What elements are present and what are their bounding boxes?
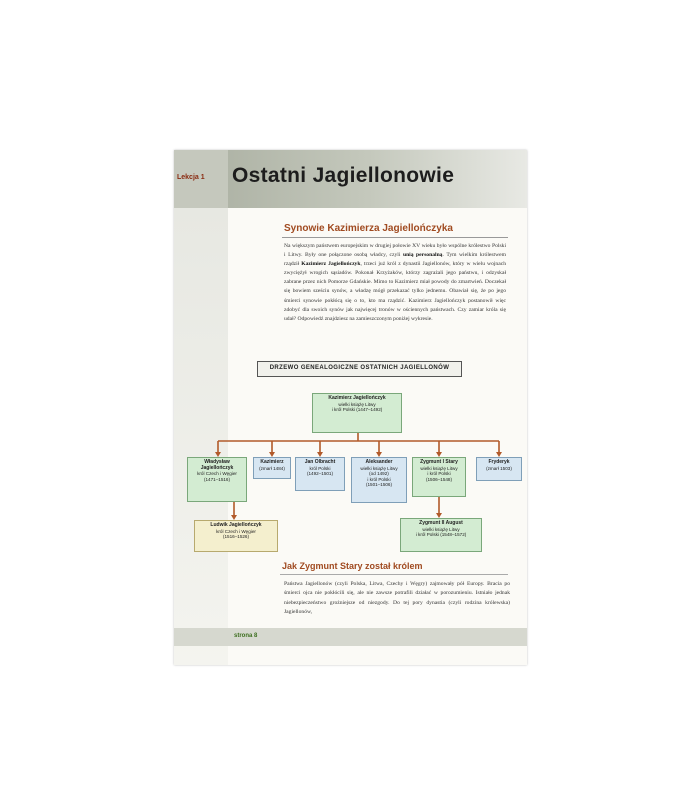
tree-node-ludwik — [194, 520, 278, 552]
body-text-part: , trzeci już król z dynastii Jagiellonów, który w wielu wojnach zwyciężył wrogich sąsiadów. Pokonał Krzyżaków, którzy zagrażali jego państwu, i odzyskał zabrane przez nich Pomorze Gdańskie. Mimo to Kazimierz miał powody do zmartwień. Doczekał się bowiem sześciu synów, a władzę mógł przekazać tylko jednemu. Obawiał się, że po jego śmierci synowie pokłócą się o to, kto ma rządzić. Kazimierz Jagiellończyk postanowił więc zdobyć dla swoich synów jak najwięcej tronów w ościennych państwach. Czy zamiar króla się udał? Odpowiedź znajdziesz na zamieszczonym poniżej wykresie. — [284, 261, 506, 322]
tree-node-kazimierz-jagiellonczyk — [312, 393, 402, 433]
lesson-label: Lekcja 1 — [177, 174, 205, 181]
node-name: Kazimierz — [260, 459, 284, 465]
section-heading-1: Synowie Kazimierza Jagiellończyka — [284, 223, 453, 234]
node-detail: wielki książę Litwy — [420, 465, 458, 471]
tree-node-zygmunt-stary — [412, 457, 466, 497]
node-name: Władysław Jagiellończyk — [200, 459, 234, 471]
node-detail: król Polski — [309, 465, 331, 471]
node-detail: król Czech i Węgier — [197, 471, 237, 477]
body-text-part: Na większym państwem europejskim w drugiej połowie XV wieku było wspólne królestwo Polski i Litwy. Były one połączone osobą władcy, czyli — [284, 243, 506, 259]
node-detail: (1492–1501) — [306, 471, 334, 477]
node-detail: (1516–1526) — [222, 534, 250, 540]
node-detail: wielki książę Litwy — [360, 465, 398, 471]
body-text-part: . Tym wielkim królestwem rządził — [284, 252, 506, 268]
heading-rule — [280, 574, 508, 575]
node-detail: (1506–1548) — [425, 476, 453, 482]
tree-title: DRZEWO GENEALOGICZNE OSTATNICH JAGIELLONÓW — [269, 365, 450, 371]
bold-term-union: unią personalną — [402, 252, 443, 259]
node-detail: wielki książę Litwy — [338, 401, 376, 407]
node-name: Fryderyk — [488, 459, 510, 465]
tree-node-zygmunt-august — [400, 518, 482, 552]
section-body-2: Państwa Jagiellonów (czyli Polska, Litwa, Czechy i Węgry) zajmowały pół Europy. Bracia po śmierci ojca nie pokłócili się, ale nie zawsze potrafili działać w porozumieniu. Istniało jednak niebezpieczeństwo grożniejsze od niezgody. Do tej pory dynastia (czyli rodzina królewska) Jagiellonów, — [284, 581, 510, 615]
node-detail: wielki książę Litwy — [422, 526, 460, 532]
node-detail: (zmarł 1484) — [259, 465, 285, 471]
node-detail: król Czech i Węgier — [216, 528, 256, 534]
page-number: strona 8 — [234, 633, 258, 639]
node-detail: i król Polski (1548–1572) — [415, 532, 467, 538]
node-name: Kazimierz Jagiellończyk — [328, 395, 386, 401]
node-name: Jan Olbracht — [304, 459, 336, 465]
tree-node-kazimierz — [253, 457, 291, 479]
node-detail: i król Polski (1447–1492) — [331, 407, 383, 413]
node-detail: (od 1492) — [369, 471, 389, 477]
page-title: Ostatni Jagiellonowie — [232, 164, 455, 187]
node-name: Aleksander — [365, 459, 393, 465]
textbook-page — [174, 150, 527, 665]
node-name: Zygmunt I Stary — [420, 459, 458, 465]
node-detail: i król Polski — [427, 471, 451, 477]
node-detail: (1471–1516) — [203, 476, 231, 482]
tree-node-aleksander — [351, 457, 407, 503]
tree-node-fryderyk — [476, 457, 522, 481]
node-detail: i król Polski — [367, 476, 391, 482]
node-name: Zygmunt II August — [419, 520, 463, 526]
node-name: Ludwik Jagiellończyk — [210, 522, 262, 528]
section-heading-2: Jak Zygmunt Stary został królem — [282, 561, 423, 571]
footer-strip — [174, 628, 527, 646]
tree-node-wladyslaw — [187, 457, 247, 502]
node-detail: (1501–1506) — [365, 482, 393, 488]
tree-node-jan-olbracht — [295, 457, 345, 491]
node-detail: (zmarł 1503) — [486, 465, 512, 471]
bold-term-kazimierz: Kazimierz Jagiellończyk — [301, 261, 361, 268]
